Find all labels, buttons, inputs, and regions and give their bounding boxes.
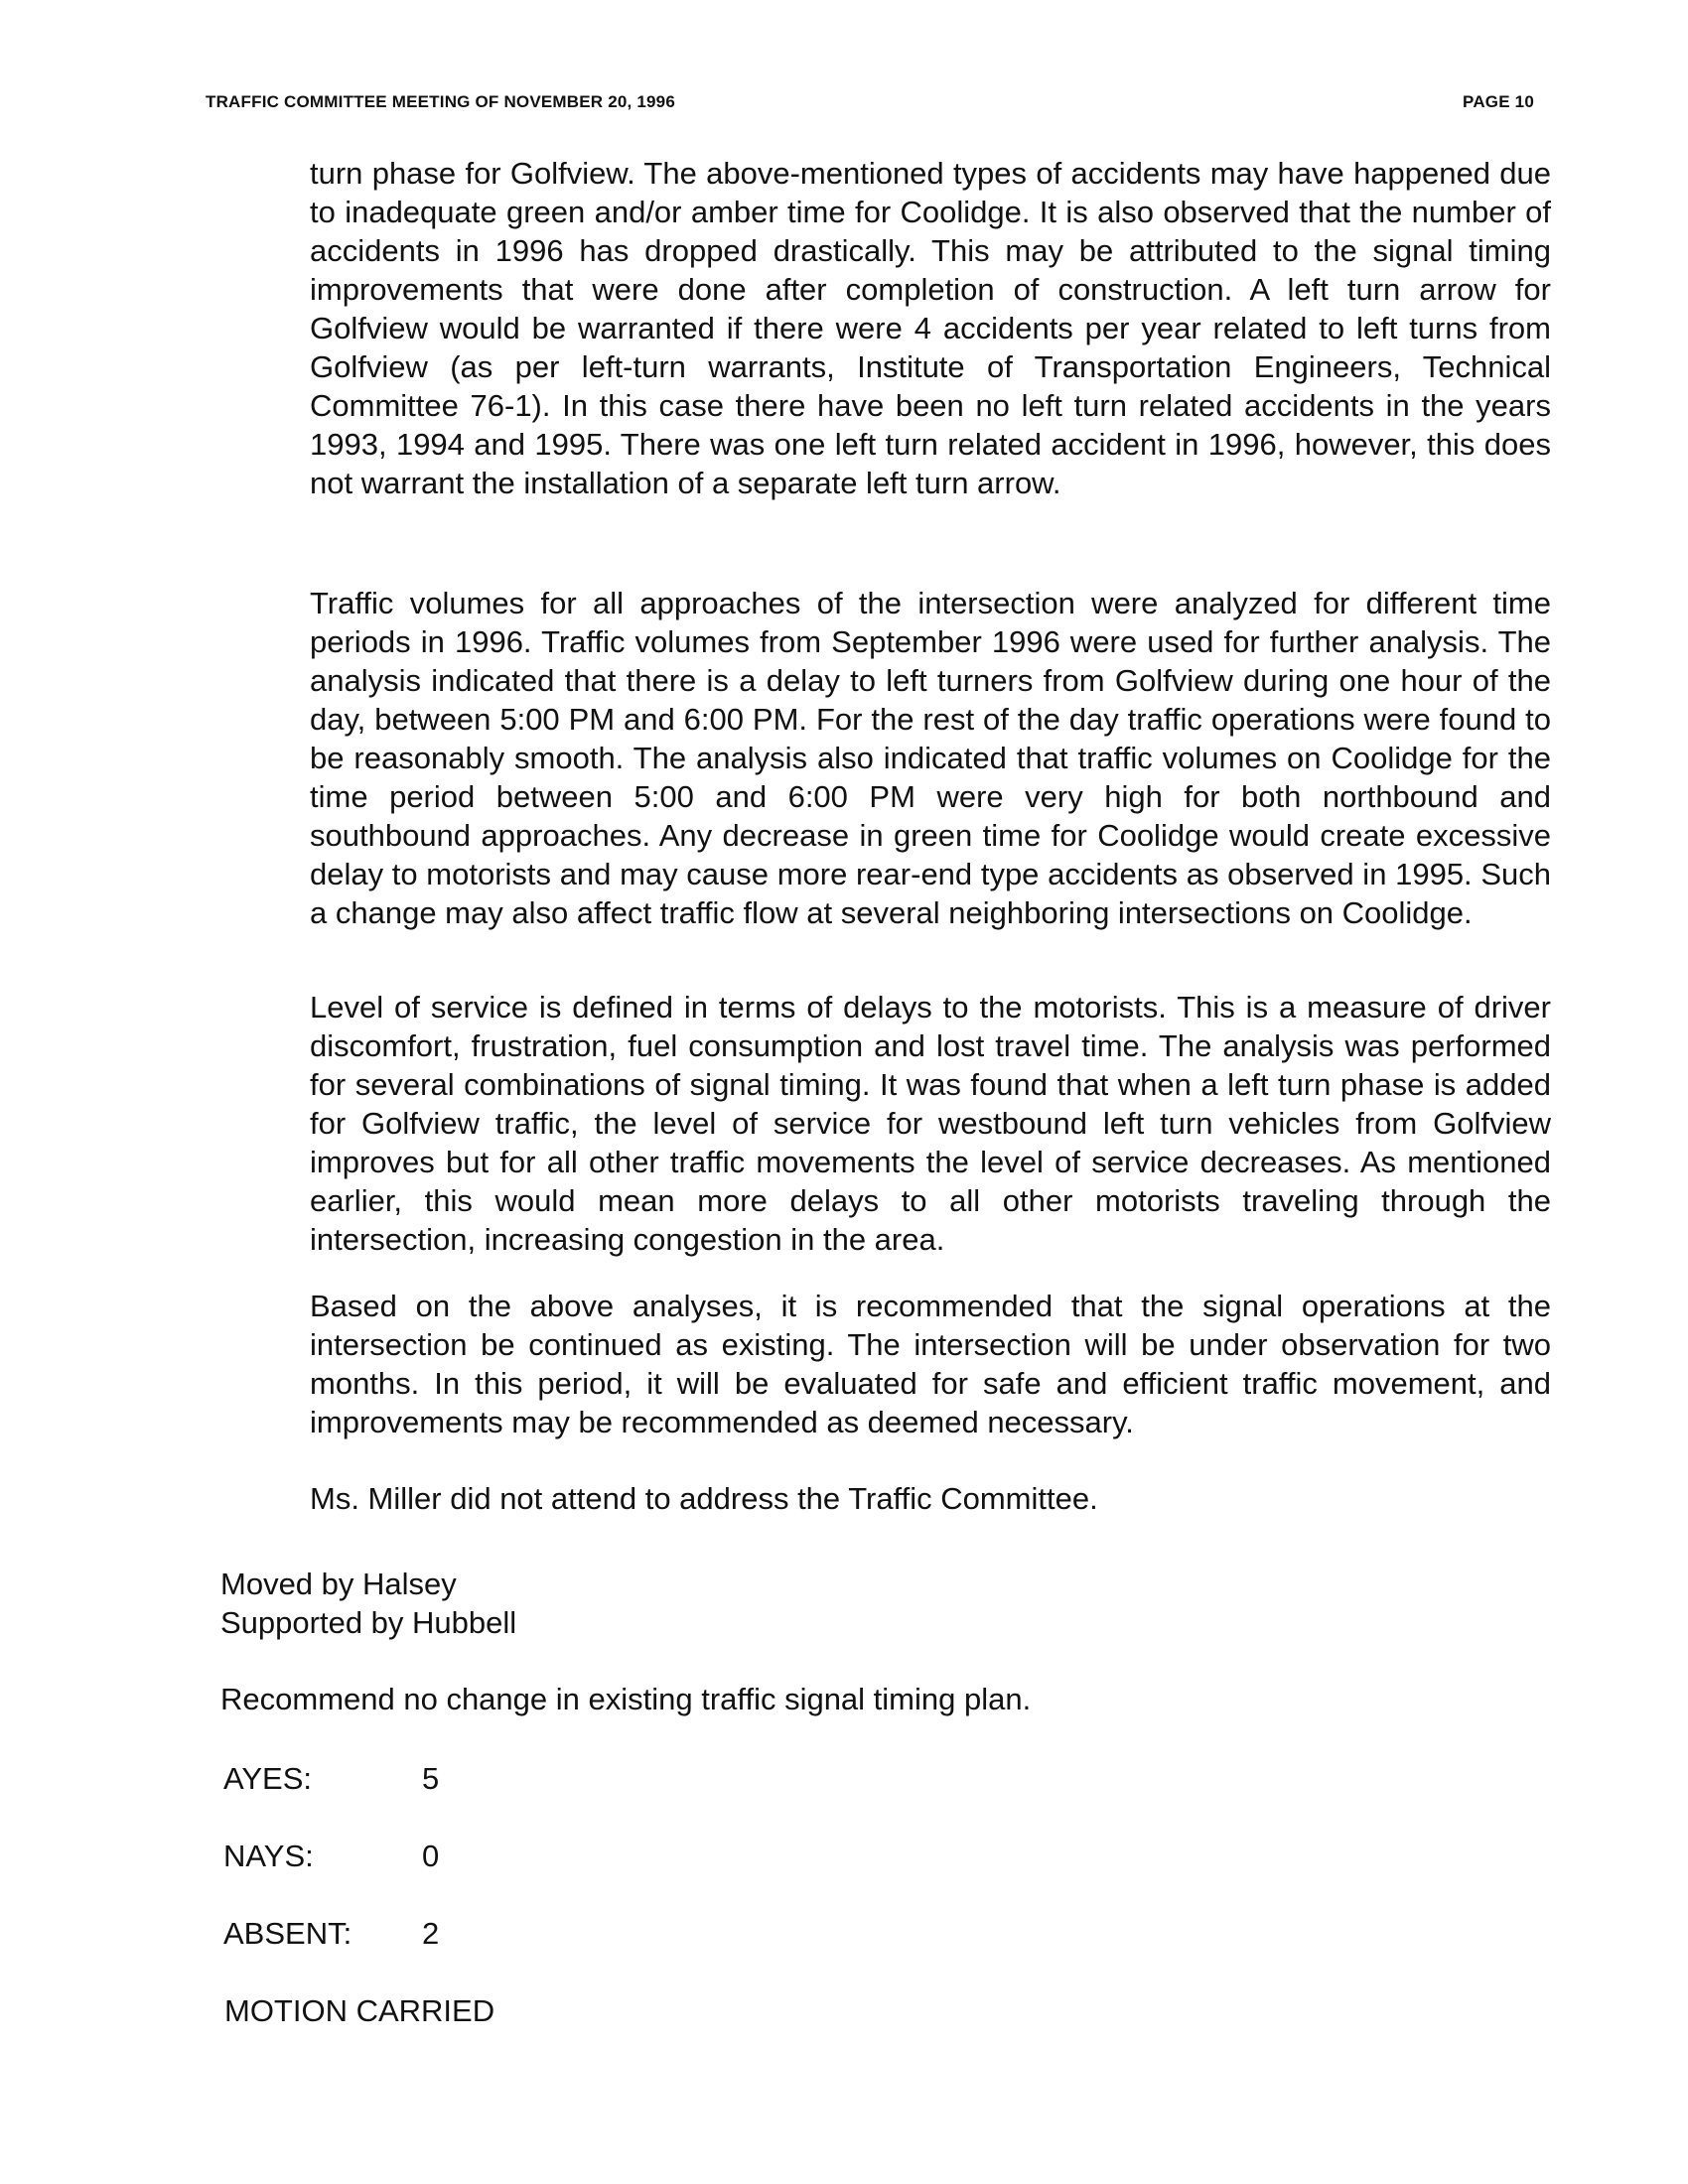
vote-absent: [223, 1914, 439, 1953]
ayes-label: AYES:: [223, 1761, 313, 1796]
vote-nays: [223, 1837, 439, 1875]
paragraph-left-turn-accidents: turn phase for Golfview. The above-mentioned types of accidents may have happened due to inadequate green and/or amber time for Coolidge. It is also observed that the number of accidents in 1996 has dropped drastically. This may be attributed to the signal timing improvements that were done after completion of construction. A left turn arrow for Golfview would be warranted if there were 4 accidents per year related to left turns from Golfview (as per left-turn warrants, Institute of Transportation Engineers, Technical Committee 76-1). In this case there have been no left turn related accidents in the years 1993, 1994 and 1995. There was one left turn related accident in 1996, however, this does not warrant the installation of a separate left turn arrow.: [310, 156, 1551, 500]
paragraph-traffic-volumes: Traffic volumes for all approaches of the intersection were analyzed for different time periods in 1996. Traffic volumes from September 1996 were used for further analysis. The analysis indicated that there is a delay to left turners from Golfview during one hour of the day, between 5:00 PM and 6:00 PM. For the rest of the day traffic operations were found to be reasonably smooth. The analysis also indicated that traffic volumes on Coolidge for the time period between 5:00 and 6:00 PM were very high for both northbound and southbound approaches. Any decrease in green time for Coolidge would create excessive delay to motorists and may cause more rear-end type accidents as observed in 1995. Such a change may also affect traffic flow at several neighboring intersections on Coolidge.: [310, 586, 1551, 930]
absent-value: 2: [422, 1916, 440, 1951]
vote-ayes: [223, 1759, 439, 1798]
ayes-value: 5: [422, 1761, 440, 1796]
meeting-title: TRAFFIC COMMITTEE MEETING OF NOVEMBER 20, 1996: [206, 92, 675, 111]
absent-label: ABSENT:: [223, 1916, 352, 1951]
moved-by: Moved by Halsey: [220, 1567, 457, 1601]
motion-result: MOTION CARRIED: [224, 1993, 495, 2028]
nays-label: NAYS:: [223, 1839, 314, 1873]
motion-recommendation: Recommend no change in existing traffic signal timing plan.: [220, 1682, 1032, 1716]
nays-value: 0: [422, 1839, 440, 1873]
page-number: PAGE 10: [1463, 92, 1534, 111]
paragraph-recommendation: Based on the above analyses, it is recommended that the signal operations at the intersection be continued as existing. The intersection will be under observation for two months. In this period, it will be evaluated for safe and efficient traffic movement, and improvements may be recommended as deemed necessary.: [310, 1289, 1551, 1439]
paragraph-level-of-service: Level of service is defined in terms of delays to the motorists. This is a measure of driver discomfort, frustration, fuel consumption and lost travel time. The analysis was performed for several combinations of signal timing. It was found that when a left turn phase is added for Golfview traffic, the level of service for westbound left turn vehicles from Golfview improves but for all other traffic movements the level of service decreases. As mentioned earlier, this would mean more delays to all other motorists traveling through the intersection, increasing congestion in the area.: [310, 990, 1551, 1257]
paragraph-attendance-note: Ms. Miller did not attend to address the Traffic Committee.: [310, 1481, 1098, 1516]
supported-by: Supported by Hubbell: [220, 1605, 517, 1640]
